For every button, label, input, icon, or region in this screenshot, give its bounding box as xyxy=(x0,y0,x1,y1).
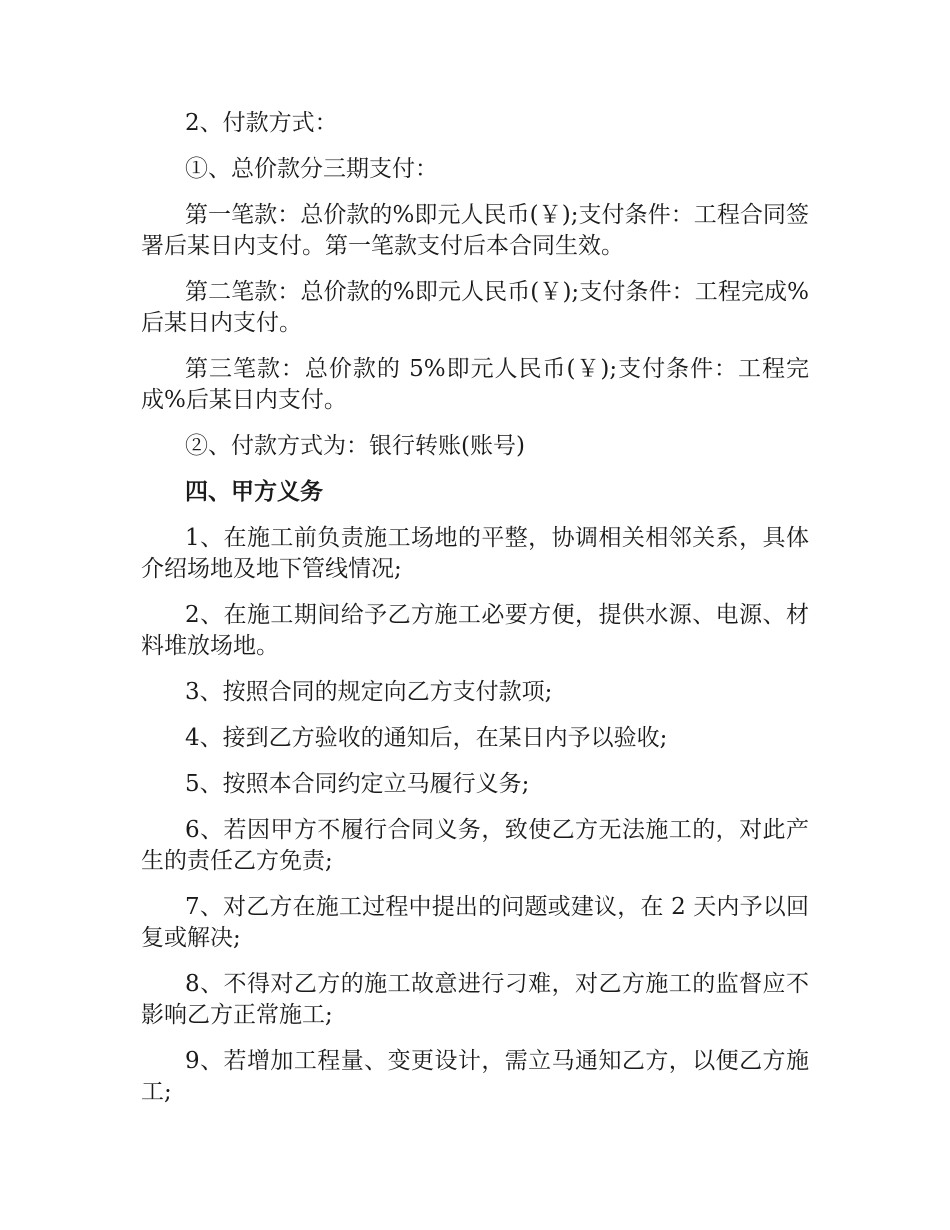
first-payment-paragraph: 第一笔款：总价款的%即元人民币(￥);支付条件：工程合同签署后某日内支付。第一笔款支付后本合同生效。 xyxy=(141,202,809,259)
third-payment-paragraph: 第三笔款：总价款的 5%即元人民币(￥);支付条件：工程完成%后某日内支付。 xyxy=(141,356,809,413)
document-page xyxy=(141,108,809,1123)
section-four-title: 四、甲方义务 xyxy=(185,479,323,505)
duty-item-8: 8、不得对乙方的施工故意进行刁难，对乙方施工的监督应不影响乙方正常施工; xyxy=(141,971,809,1028)
duty-item-9: 9、若增加工程量、变更设计，需立马通知乙方，以便乙方施工; xyxy=(141,1048,809,1105)
duty-item-1: 1、在施工前负责施工场地的平整，协调相关相邻关系，具体介绍场地及地下管线情况; xyxy=(141,525,809,582)
duty-item-6: 6、若因甲方不履行合同义务，致使乙方无法施工的，对此产生的责任乙方免责; xyxy=(141,817,809,874)
duty-item-4: 4、接到乙方验收的通知后，在某日内予以验收; xyxy=(185,725,668,751)
payment-mode-paragraph: ②、付款方式为：银行转账(账号) xyxy=(185,433,525,459)
duty-item-7: 7、对乙方在施工过程中提出的问题或建议，在 2 天内予以回复或解决; xyxy=(141,894,809,951)
duty-item-3: 3、按照合同的规定向乙方支付款项; xyxy=(185,679,553,705)
duty-item-2: 2、在施工期间给予乙方施工必要方便，提供水源、电源、材料堆放场地。 xyxy=(141,602,809,659)
second-payment-paragraph: 第二笔款：总价款的%即元人民币(￥);支付条件：工程完成%后某日内支付。 xyxy=(141,279,809,336)
installments-intro: ①、总价款分三期支付： xyxy=(185,156,438,182)
payment-method-heading: 2、付款方式： xyxy=(185,110,338,136)
duty-item-5: 5、按照本合同约定立马履行义务; xyxy=(185,771,530,797)
